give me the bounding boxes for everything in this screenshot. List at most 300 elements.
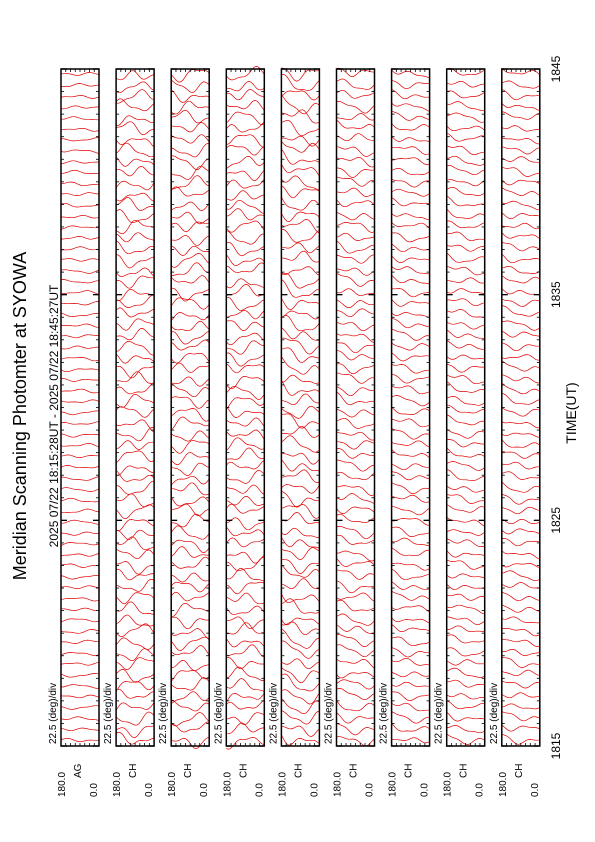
scan-trace	[392, 507, 430, 515]
scan-trace	[281, 470, 319, 483]
scan-trace	[392, 158, 430, 165]
scan-trace	[171, 678, 209, 691]
scan-trace	[226, 254, 264, 265]
scan-trace	[171, 331, 209, 344]
scan-trace	[447, 330, 485, 339]
scan-trace	[116, 116, 154, 126]
scan-trace	[392, 189, 430, 196]
scan-trace	[226, 448, 264, 460]
scan-trace	[392, 582, 430, 590]
scan-trace	[392, 449, 430, 458]
scan-trace	[61, 346, 99, 349]
scan-trace	[447, 133, 485, 141]
scan-trace	[281, 485, 319, 494]
scan-trace	[392, 472, 430, 480]
scan-trace	[226, 100, 264, 110]
scan-trace	[116, 276, 154, 288]
scan-trace	[61, 84, 99, 87]
scan-trace	[61, 488, 99, 492]
scan-trace	[116, 689, 154, 698]
scan-trace	[502, 213, 540, 219]
scan-trace	[392, 147, 430, 155]
x-axis-label: TIME(UT)	[563, 382, 579, 444]
channel-label: AG	[73, 763, 84, 778]
scan-trace	[392, 222, 430, 228]
scan-trace	[171, 483, 209, 495]
scan-trace	[392, 256, 430, 263]
scan-trace	[502, 422, 540, 428]
scan-trace	[447, 299, 485, 306]
scan-trace	[171, 363, 209, 373]
scan-trace	[61, 215, 99, 218]
scan-trace	[281, 164, 319, 176]
scan-trace	[61, 422, 99, 425]
scan-trace	[61, 203, 99, 207]
scan-trace	[226, 364, 264, 373]
scan-trace	[447, 253, 485, 262]
scan-trace	[116, 732, 154, 744]
scan-trace	[281, 299, 319, 310]
scan-trace	[226, 485, 264, 495]
scan-trace	[226, 568, 264, 581]
scan-trace	[337, 581, 375, 593]
scan-trace	[392, 563, 430, 570]
scan-trace	[61, 673, 99, 677]
scan-trace	[337, 134, 375, 141]
x-tick-label: 1815	[549, 732, 563, 760]
scan-trace	[281, 414, 319, 428]
scan-trace	[392, 519, 430, 526]
scan-trace	[337, 188, 375, 197]
scan-trace	[171, 276, 209, 283]
scan-trace	[61, 455, 99, 458]
scan-trace	[447, 486, 485, 492]
scan-trace	[226, 460, 264, 469]
scan-trace	[502, 167, 540, 176]
scan-trace	[447, 113, 485, 122]
scan-trace	[392, 723, 430, 731]
scan-trace	[337, 551, 375, 561]
scan-trace	[61, 619, 99, 622]
scan-trace	[281, 594, 319, 603]
scan-trace	[281, 136, 319, 146]
scan-trace	[116, 519, 154, 531]
scan-trace	[447, 221, 485, 228]
panel-frame	[61, 69, 99, 746]
scan-trace	[447, 396, 485, 405]
scan-trace	[337, 659, 375, 668]
scan-trace	[116, 470, 154, 481]
scan-trace	[502, 331, 540, 337]
panel	[379, 69, 431, 797]
scan-trace	[447, 289, 485, 294]
scan-trace	[171, 254, 209, 268]
scan-trace	[337, 432, 375, 440]
scan-trace	[61, 324, 99, 328]
scan-trace	[502, 657, 540, 667]
scan-trace	[281, 622, 319, 635]
scan-trace	[337, 387, 375, 396]
scan-trace	[447, 680, 485, 687]
y-bottom-label: 0.0	[89, 783, 100, 797]
scan-trace	[392, 233, 430, 242]
scan-trace	[502, 495, 540, 505]
scan-trace	[502, 693, 540, 698]
scan-trace	[447, 648, 485, 656]
time-range-label: 2025 07/22 18:15:28UT - 2025 07/22 18:45:27UT	[47, 284, 61, 548]
scan-trace	[281, 74, 319, 90]
scan-trace	[171, 526, 209, 539]
scan-trace	[392, 364, 430, 373]
scan-trace	[447, 617, 485, 625]
scan-trace	[61, 73, 99, 76]
scan-trace	[447, 232, 485, 241]
scan-trace	[337, 343, 375, 353]
scan-trace	[392, 483, 430, 494]
scan-trace	[337, 507, 375, 514]
scan-trace	[502, 383, 540, 394]
scan-trace	[337, 645, 375, 657]
scan-trace	[61, 117, 99, 120]
panel-frame	[392, 69, 430, 746]
scan-trace	[502, 482, 540, 492]
scan-trace	[337, 409, 375, 418]
scan-trace	[61, 640, 99, 643]
scan-trace	[116, 428, 154, 441]
scan-trace	[171, 144, 209, 157]
scan-trace	[116, 466, 154, 476]
scan-trace	[116, 593, 154, 604]
scan-trace	[116, 157, 154, 167]
scan-trace	[116, 241, 154, 254]
scan-trace	[61, 193, 99, 196]
scan-trace	[116, 394, 154, 407]
scan-trace	[281, 491, 319, 507]
scan-trace	[281, 528, 319, 537]
scan-trace	[447, 341, 485, 350]
scan-trace	[447, 712, 485, 721]
scan-trace	[502, 551, 540, 560]
scan-trace	[281, 212, 319, 222]
scan-trace	[392, 329, 430, 340]
scan-trace	[171, 222, 209, 232]
scan-trace	[447, 635, 485, 643]
scan-trace	[116, 354, 154, 364]
scan-trace	[392, 343, 430, 350]
scan-trace	[116, 341, 154, 355]
scan-trace	[337, 570, 375, 580]
scale-label: 22.5 (deg)/div	[378, 682, 390, 744]
scan-trace	[337, 364, 375, 374]
scan-trace	[226, 200, 264, 213]
scan-trace	[116, 166, 154, 176]
scan-trace	[116, 441, 154, 450]
scan-trace	[116, 268, 154, 277]
scan-trace	[226, 667, 264, 681]
scan-trace	[337, 535, 375, 544]
scan-trace	[281, 315, 319, 330]
scan-trace	[116, 197, 154, 210]
scan-trace	[502, 628, 540, 636]
panel-frame	[171, 69, 209, 746]
y-bottom-label: 0.0	[474, 783, 486, 797]
scan-trace	[447, 126, 485, 131]
y-bottom-label: 0.0	[529, 783, 541, 797]
scan-trace	[392, 548, 430, 556]
scan-trace	[502, 321, 540, 331]
scan-trace	[116, 122, 154, 135]
panel	[158, 69, 210, 797]
scan-trace	[447, 668, 485, 677]
scan-trace	[502, 564, 540, 568]
scan-trace	[447, 355, 485, 359]
scan-trace	[171, 101, 209, 114]
scan-trace	[226, 191, 264, 201]
y-top-label: 180.0	[332, 771, 344, 797]
scan-trace	[281, 537, 319, 548]
scan-trace	[116, 366, 154, 378]
scan-trace	[447, 560, 485, 569]
scan-trace	[392, 386, 430, 394]
scan-trace	[61, 138, 99, 141]
y-bottom-label: 0.0	[199, 783, 211, 797]
scan-trace	[61, 182, 99, 186]
scan-trace	[337, 273, 375, 286]
scan-trace	[447, 494, 485, 503]
scan-trace	[171, 700, 209, 711]
scan-trace	[337, 448, 375, 458]
scan-trace	[392, 419, 430, 427]
scan-trace	[502, 433, 540, 437]
scan-trace	[281, 599, 319, 614]
channel-label: CH	[238, 763, 250, 778]
scan-trace	[337, 486, 375, 496]
scan-trace	[171, 637, 209, 650]
scan-trace	[502, 137, 540, 144]
scan-trace	[61, 161, 99, 164]
scan-trace	[61, 270, 99, 274]
scan-trace	[226, 386, 264, 399]
scan-trace	[61, 509, 99, 513]
scan-trace	[502, 681, 540, 688]
scan-trace	[171, 353, 209, 363]
scan-trace	[171, 453, 209, 465]
scan-trace	[116, 233, 154, 242]
scan-trace	[116, 193, 154, 201]
scan-trace	[281, 579, 319, 589]
scan-trace	[337, 526, 375, 538]
scan-trace	[226, 170, 264, 180]
scan-trace	[337, 418, 375, 428]
scan-trace	[447, 530, 485, 536]
panel	[489, 68, 541, 797]
scan-trace	[171, 187, 209, 196]
y-bottom-label: 0.0	[144, 783, 156, 797]
scan-trace	[392, 464, 430, 470]
scan-trace	[171, 660, 209, 670]
scan-trace	[502, 617, 540, 623]
scan-trace	[337, 392, 375, 405]
panel-frame	[502, 69, 540, 746]
scan-trace	[447, 322, 485, 329]
scan-trace	[171, 212, 209, 224]
scan-trace	[447, 574, 485, 578]
scale-label: 22.5 (deg)/div	[433, 682, 445, 744]
scan-trace	[337, 120, 375, 129]
scan-trace	[226, 518, 264, 530]
scan-trace	[502, 592, 540, 601]
scan-trace	[226, 713, 264, 725]
scan-trace	[61, 411, 99, 415]
scan-trace	[502, 112, 540, 119]
scan-trace	[61, 598, 99, 601]
scan-trace	[447, 626, 485, 632]
scan-trace	[281, 406, 319, 418]
scan-trace	[337, 672, 375, 678]
scan-trace	[502, 89, 540, 99]
scan-trace	[61, 498, 99, 502]
channel-label: CH	[293, 763, 305, 778]
scan-trace	[171, 692, 209, 704]
scan-trace	[226, 341, 264, 354]
scan-trace	[392, 103, 430, 112]
scan-trace	[337, 212, 375, 220]
scan-trace	[337, 688, 375, 699]
scan-trace	[61, 313, 99, 317]
scan-trace	[337, 300, 375, 308]
y-bottom-label: 0.0	[419, 783, 431, 797]
scan-trace	[226, 311, 264, 319]
scan-trace	[281, 251, 319, 262]
scan-trace	[392, 80, 430, 88]
scan-trace	[226, 679, 264, 692]
scan-trace	[171, 377, 209, 386]
scan-trace	[502, 254, 540, 263]
scan-trace	[337, 494, 375, 504]
scale-label: 22.5 (deg)/div	[213, 682, 225, 744]
scan-trace	[226, 242, 264, 256]
scan-trace	[392, 318, 430, 328]
scan-trace	[281, 186, 319, 198]
scan-trace	[61, 369, 99, 372]
scan-trace	[447, 364, 485, 372]
scan-trace	[337, 441, 375, 450]
scan-trace	[337, 460, 375, 471]
channel-label: CH	[513, 763, 525, 778]
scan-trace	[392, 591, 430, 600]
scan-trace	[337, 373, 375, 384]
scan-trace	[171, 573, 209, 582]
panel	[324, 68, 376, 797]
scan-trace	[337, 233, 375, 240]
scan-trace	[226, 645, 264, 657]
scan-trace	[281, 267, 319, 276]
scan-trace	[447, 551, 485, 558]
scale-label: 22.5 (deg)/div	[48, 682, 59, 744]
scan-trace	[171, 298, 209, 310]
scale-label: 22.5 (deg)/div	[488, 682, 500, 744]
scan-trace	[337, 114, 375, 121]
scan-trace	[116, 569, 154, 580]
scan-trace	[502, 374, 540, 383]
scan-trace	[281, 141, 319, 152]
scan-trace	[226, 297, 264, 310]
scan-trace	[226, 593, 264, 604]
scan-trace	[337, 350, 375, 360]
scan-trace	[337, 268, 375, 275]
scan-trace	[337, 701, 375, 711]
scan-trace	[447, 81, 485, 87]
scan-trace	[171, 722, 209, 732]
scan-trace	[392, 569, 430, 580]
scan-trace	[226, 81, 264, 91]
scan-trace	[171, 236, 209, 246]
scan-trace	[502, 343, 540, 351]
scan-trace	[447, 196, 485, 206]
scan-trace	[447, 440, 485, 448]
scan-trace	[447, 209, 485, 219]
scan-trace	[171, 431, 209, 441]
scan-trace	[447, 660, 485, 666]
scan-trace	[61, 291, 99, 295]
scan-trace	[61, 335, 99, 338]
panel	[268, 68, 320, 797]
scan-trace	[116, 82, 154, 93]
scan-trace	[281, 176, 319, 190]
scan-trace	[116, 383, 154, 394]
scan-trace	[447, 429, 485, 438]
scan-trace	[392, 275, 430, 284]
scan-trace	[447, 605, 485, 614]
scan-trace	[337, 146, 375, 156]
panel	[434, 69, 486, 798]
scan-trace	[447, 245, 485, 251]
scan-trace	[447, 517, 485, 526]
x-tick-label: 1845	[549, 55, 563, 83]
scan-trace	[61, 685, 99, 689]
scan-trace	[392, 682, 430, 687]
scan-trace	[392, 375, 430, 384]
scan-trace	[226, 558, 264, 571]
scan-trace	[61, 247, 99, 250]
scan-trace	[281, 338, 319, 354]
scan-trace	[281, 505, 319, 519]
y-top-label: 180.0	[57, 771, 68, 797]
scan-trace	[61, 170, 99, 174]
scan-trace	[447, 309, 485, 317]
scan-trace	[226, 156, 264, 168]
scan-trace	[61, 106, 99, 109]
scan-trace	[171, 441, 209, 454]
scan-trace	[502, 507, 540, 514]
scan-trace	[502, 605, 540, 613]
scan-trace	[171, 263, 209, 276]
scan-trace	[447, 539, 485, 547]
scan-trace	[392, 703, 430, 711]
scan-trace	[171, 321, 209, 330]
scan-trace	[61, 128, 99, 131]
scan-trace	[502, 639, 540, 647]
scan-trace	[392, 624, 430, 631]
scan-trace	[61, 586, 99, 589]
scan-trace	[502, 408, 540, 417]
scan-trace	[116, 726, 154, 738]
panel	[103, 69, 155, 797]
scan-trace	[392, 637, 430, 646]
scan-trace	[281, 91, 319, 100]
scan-trace	[116, 549, 154, 559]
scan-trace	[502, 276, 540, 283]
